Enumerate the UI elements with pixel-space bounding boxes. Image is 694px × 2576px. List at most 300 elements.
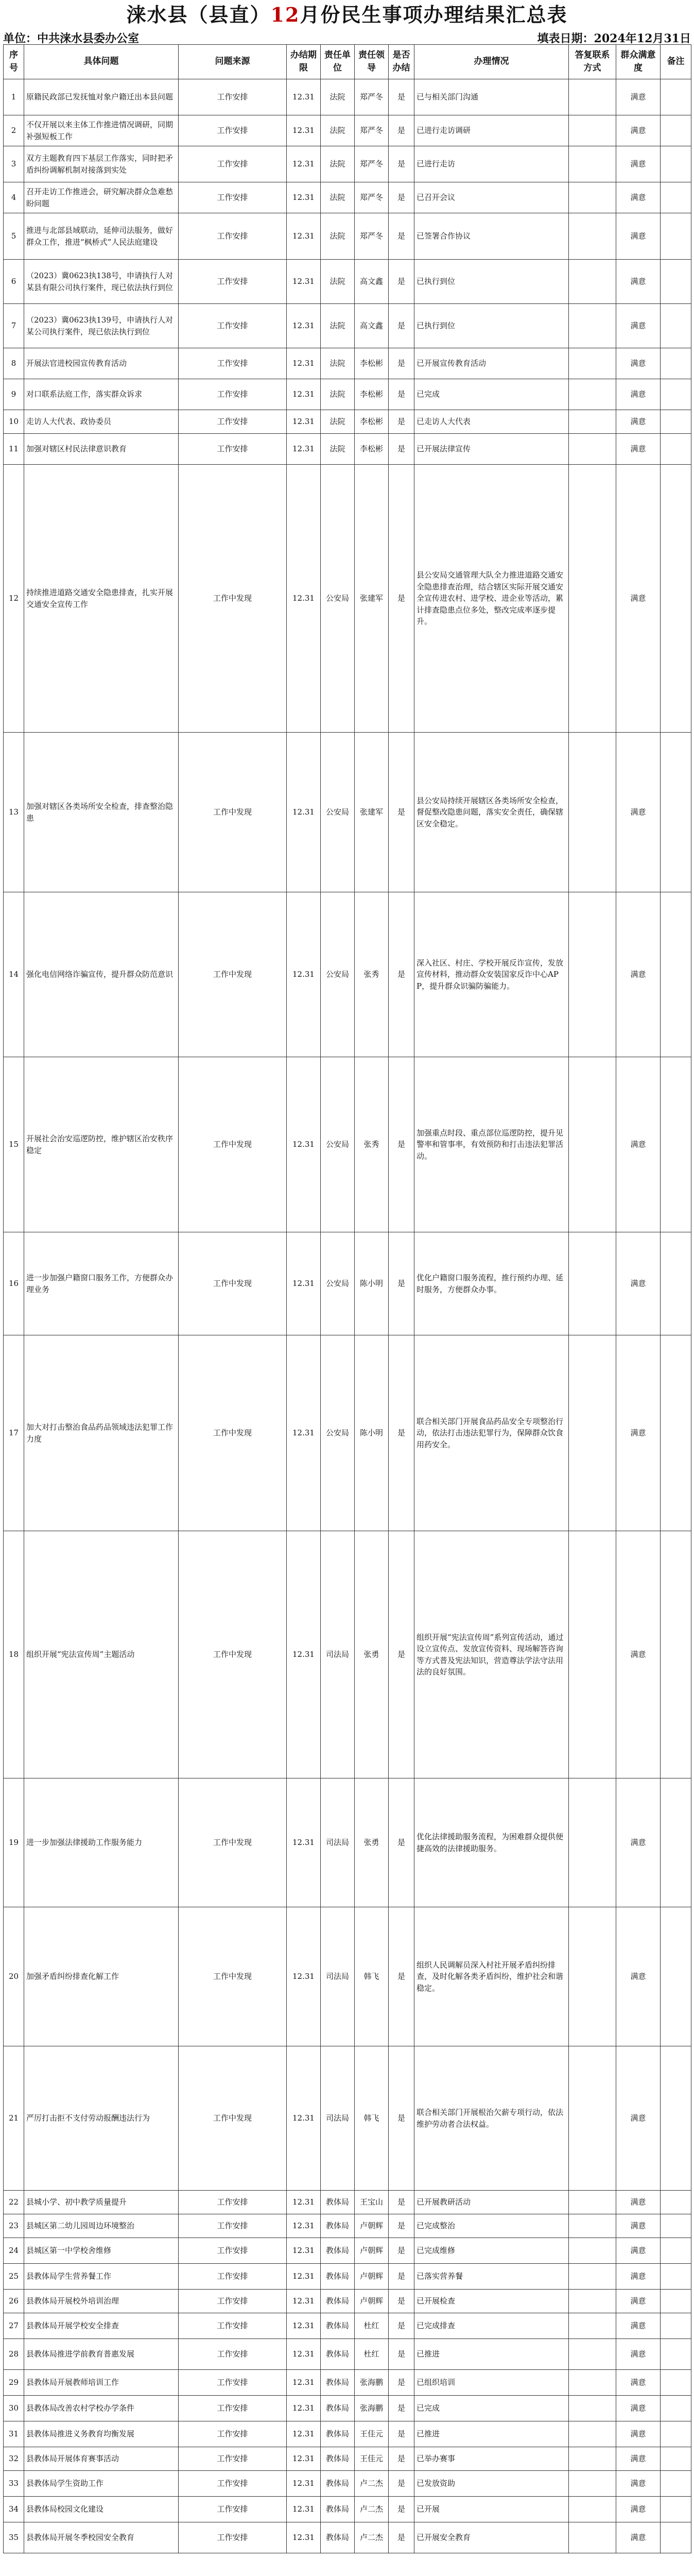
cell-issue: 组织开展“宪法宣传周”主题活动 xyxy=(24,1531,179,1778)
cell-remark xyxy=(661,260,691,304)
cell-remark xyxy=(661,146,691,182)
table-row xyxy=(4,2313,691,2339)
cell-contact xyxy=(569,379,616,410)
cell-result: 已完成维修 xyxy=(414,2238,569,2264)
cell-source: 工作安排 xyxy=(179,2191,287,2214)
cell-source: 工作安排 xyxy=(179,434,287,465)
cell-dept: 教体局 xyxy=(321,2421,355,2447)
fill-date: 填表日期：2024年12月31日 xyxy=(537,32,691,45)
unit-label: 单位：中共涞水县委办公室 xyxy=(3,32,140,45)
table-row xyxy=(4,410,691,434)
cell-source: 工作安排 xyxy=(179,2214,287,2238)
cell-result: 已完成 xyxy=(414,379,569,410)
cell-leader: 杜红 xyxy=(355,2313,389,2339)
cell-satisfaction: 满意 xyxy=(616,1232,661,1335)
cell-no: 3 xyxy=(4,146,24,182)
cell-satisfaction: 满意 xyxy=(616,304,661,348)
cell-done: 是 xyxy=(389,2046,414,2191)
cell-deadline: 12.31 xyxy=(287,2290,321,2313)
cell-done: 是 xyxy=(389,115,414,146)
cell-no: 34 xyxy=(4,2497,24,2522)
title-suffix: 月份民生事项办理结果汇总表 xyxy=(300,3,568,26)
cell-deadline: 12.31 xyxy=(287,2522,321,2553)
cell-remark xyxy=(661,348,691,379)
cell-leader: 陈小明 xyxy=(355,1335,389,1531)
cell-satisfaction: 满意 xyxy=(616,733,661,892)
cell-deadline: 12.31 xyxy=(287,2214,321,2238)
cell-dept: 教体局 xyxy=(321,2214,355,2238)
header-leader: 责任领导 xyxy=(355,45,389,79)
cell-done: 是 xyxy=(389,1531,414,1778)
cell-contact xyxy=(569,2290,616,2313)
cell-no: 32 xyxy=(4,2447,24,2471)
cell-result: 已执行到位 xyxy=(414,304,569,348)
cell-satisfaction: 满意 xyxy=(616,146,661,182)
cell-contact xyxy=(569,2522,616,2553)
table-row xyxy=(4,2447,691,2471)
cell-contact xyxy=(569,2191,616,2214)
cell-done: 是 xyxy=(389,434,414,465)
cell-satisfaction: 满意 xyxy=(616,892,661,1057)
cell-contact xyxy=(569,434,616,465)
cell-no: 16 xyxy=(4,1232,24,1335)
cell-result: 已执行到位 xyxy=(414,260,569,304)
cell-leader: 卢朝辉 xyxy=(355,2214,389,2238)
cell-source: 工作安排 xyxy=(179,2421,287,2447)
header-remark: 备注 xyxy=(661,45,691,79)
cell-leader: 张建军 xyxy=(355,733,389,892)
cell-leader: 韩飞 xyxy=(355,1907,389,2046)
cell-contact xyxy=(569,213,616,260)
cell-issue: 县教体局校园文化建设 xyxy=(24,2497,179,2522)
cell-result: 已进行走访调研 xyxy=(414,115,569,146)
cell-deadline: 12.31 xyxy=(287,410,321,434)
cell-issue: 县教体局开展体育赛事活动 xyxy=(24,2447,179,2471)
cell-issue: 进一步加强户籍窗口服务工作，方便群众办理业务 xyxy=(24,1232,179,1335)
cell-issue: 县教体局学生营养餐工作 xyxy=(24,2264,179,2290)
cell-source: 工作安排 xyxy=(179,79,287,115)
cell-leader: 高文鑫 xyxy=(355,304,389,348)
cell-contact xyxy=(569,260,616,304)
cell-contact xyxy=(569,733,616,892)
cell-issue: 加强对辖区各类场所安全检查，排查整治隐患 xyxy=(24,733,179,892)
cell-source: 工作安排 xyxy=(179,182,287,213)
cell-remark xyxy=(661,2046,691,2191)
cell-result: 已进行走访 xyxy=(414,146,569,182)
table-header-row xyxy=(4,45,691,79)
cell-source: 工作安排 xyxy=(179,2264,287,2290)
cell-issue: 加强对辖区村民法律意识教育 xyxy=(24,434,179,465)
cell-deadline: 12.31 xyxy=(287,2313,321,2339)
cell-issue: 推进与北部县域联动，延伸司法服务，做好群众工作，推进“枫桥式”人民法庭建设 xyxy=(24,213,179,260)
cell-no: 21 xyxy=(4,2046,24,2191)
cell-result: 联合相关部门开展食品药品安全专项整治行动，依法打击违法犯罪行为，保障群众饮食用药安全。 xyxy=(414,1335,569,1531)
cell-satisfaction: 满意 xyxy=(616,213,661,260)
cell-deadline: 12.31 xyxy=(287,2396,321,2421)
cell-satisfaction: 满意 xyxy=(616,465,661,733)
cell-no: 4 xyxy=(4,182,24,213)
cell-satisfaction: 满意 xyxy=(616,2497,661,2522)
cell-done: 是 xyxy=(389,465,414,733)
cell-leader: 陈小明 xyxy=(355,1232,389,1335)
cell-source: 工作安排 xyxy=(179,146,287,182)
cell-satisfaction: 满意 xyxy=(616,379,661,410)
cell-done: 是 xyxy=(389,1232,414,1335)
cell-dept: 教体局 xyxy=(321,2339,355,2370)
cell-done: 是 xyxy=(389,2447,414,2471)
cell-contact xyxy=(569,2313,616,2339)
meta-row xyxy=(3,30,691,43)
cell-satisfaction: 满意 xyxy=(616,2471,661,2497)
cell-remark xyxy=(661,2214,691,2238)
cell-satisfaction: 满意 xyxy=(616,2339,661,2370)
cell-source: 工作安排 xyxy=(179,379,287,410)
table-row xyxy=(4,892,691,1057)
cell-remark xyxy=(661,1531,691,1778)
cell-issue: （2023）冀0623执138号，申请执行人对某县有限公司执行案件，现已依法执行到位 xyxy=(24,260,179,304)
cell-dept: 公安局 xyxy=(321,1232,355,1335)
cell-satisfaction: 满意 xyxy=(616,2313,661,2339)
cell-source: 工作中发现 xyxy=(179,733,287,892)
cell-satisfaction: 满意 xyxy=(616,2522,661,2553)
cell-leader: 卢二杰 xyxy=(355,2471,389,2497)
cell-result: 已组织培训 xyxy=(414,2370,569,2396)
cell-source: 工作安排 xyxy=(179,2238,287,2264)
cell-dept: 教体局 xyxy=(321,2313,355,2339)
cell-result: 已开展宣传教育活动 xyxy=(414,348,569,379)
cell-satisfaction: 满意 xyxy=(616,2238,661,2264)
cell-dept: 司法局 xyxy=(321,1778,355,1907)
cell-source: 工作安排 xyxy=(179,2339,287,2370)
cell-issue: 县城区第二幼儿园周边环境整治 xyxy=(24,2214,179,2238)
cell-result: 深入社区、村庄、学校开展反诈宣传，发放宣传材料，推动群众安装国家反诈中心APP，提升群众识骗防骗能力。 xyxy=(414,892,569,1057)
cell-leader: 李松彬 xyxy=(355,410,389,434)
table-row xyxy=(4,2421,691,2447)
cell-deadline: 12.31 xyxy=(287,1232,321,1335)
cell-issue: 召开走访工作推进会，研究解决群众急难愁盼问题 xyxy=(24,182,179,213)
cell-deadline: 12.31 xyxy=(287,182,321,213)
cell-remark xyxy=(661,2522,691,2553)
cell-satisfaction: 满意 xyxy=(616,2370,661,2396)
table-row xyxy=(4,465,691,733)
cell-leader: 卢二杰 xyxy=(355,2522,389,2553)
cell-deadline: 12.31 xyxy=(287,2370,321,2396)
cell-remark xyxy=(661,1335,691,1531)
cell-deadline: 12.31 xyxy=(287,304,321,348)
table-row xyxy=(4,2339,691,2370)
cell-leader: 张建军 xyxy=(355,465,389,733)
cell-deadline: 12.31 xyxy=(287,2046,321,2191)
table-row xyxy=(4,2046,691,2191)
cell-issue: 开展法官进校园宣传教育活动 xyxy=(24,348,179,379)
cell-source: 工作安排 xyxy=(179,2471,287,2497)
cell-dept: 公安局 xyxy=(321,1335,355,1531)
cell-dept: 法院 xyxy=(321,115,355,146)
cell-issue: 对口联系法庭工作，落实群众诉求 xyxy=(24,379,179,410)
cell-contact xyxy=(569,465,616,733)
cell-done: 是 xyxy=(389,182,414,213)
table-row xyxy=(4,213,691,260)
cell-source: 工作中发现 xyxy=(179,1057,287,1232)
table-row xyxy=(4,1057,691,1232)
cell-leader: 李松彬 xyxy=(355,434,389,465)
cell-no: 20 xyxy=(4,1907,24,2046)
cell-remark xyxy=(661,304,691,348)
cell-no: 30 xyxy=(4,2396,24,2421)
table-row xyxy=(4,2370,691,2396)
cell-deadline: 12.31 xyxy=(287,1907,321,2046)
cell-dept: 教体局 xyxy=(321,2471,355,2497)
cell-source: 工作安排 xyxy=(179,2447,287,2471)
cell-result: 已开展法律宣传 xyxy=(414,434,569,465)
cell-deadline: 12.31 xyxy=(287,260,321,304)
cell-leader: 张秀 xyxy=(355,1057,389,1232)
title-prefix: 涞水县（县直） xyxy=(126,3,271,26)
cell-contact xyxy=(569,1057,616,1232)
cell-leader: 卢朝辉 xyxy=(355,2238,389,2264)
table-row xyxy=(4,1778,691,1907)
cell-satisfaction: 满意 xyxy=(616,2447,661,2471)
cell-leader: 李松彬 xyxy=(355,348,389,379)
cell-no: 8 xyxy=(4,348,24,379)
cell-issue: 县教体局开展校外培训治理 xyxy=(24,2290,179,2313)
cell-remark xyxy=(661,465,691,733)
title-month: 12 xyxy=(270,3,300,26)
cell-issue: 加强矛盾纠纷排查化解工作 xyxy=(24,1907,179,2046)
cell-issue: 县教体局开展学校安全排查 xyxy=(24,2313,179,2339)
cell-deadline: 12.31 xyxy=(287,1057,321,1232)
table-row xyxy=(4,2264,691,2290)
cell-issue: 严厉打击拒不支付劳动报酬违法行为 xyxy=(24,2046,179,2191)
cell-result: 已签署合作协议 xyxy=(414,213,569,260)
cell-done: 是 xyxy=(389,1335,414,1531)
header-source: 问题来源 xyxy=(179,45,287,79)
table-row xyxy=(4,304,691,348)
header-issue: 具体问题 xyxy=(24,45,179,79)
cell-no: 33 xyxy=(4,2471,24,2497)
table-row xyxy=(4,182,691,213)
cell-done: 是 xyxy=(389,2238,414,2264)
cell-source: 工作安排 xyxy=(179,2522,287,2553)
cell-done: 是 xyxy=(389,2339,414,2370)
cell-contact xyxy=(569,2339,616,2370)
cell-dept: 法院 xyxy=(321,348,355,379)
cell-satisfaction: 满意 xyxy=(616,260,661,304)
cell-no: 10 xyxy=(4,410,24,434)
cell-remark xyxy=(661,2339,691,2370)
cell-issue: 县教体局开展冬季校园安全教育 xyxy=(24,2522,179,2553)
cell-no: 7 xyxy=(4,304,24,348)
cell-leader: 张勇 xyxy=(355,1531,389,1778)
table-row xyxy=(4,379,691,410)
cell-result: 已开展安全教育 xyxy=(414,2522,569,2553)
cell-source: 工作安排 xyxy=(179,410,287,434)
cell-result: 已举办赛事 xyxy=(414,2447,569,2471)
cell-remark xyxy=(661,182,691,213)
cell-remark xyxy=(661,2290,691,2313)
cell-done: 是 xyxy=(389,379,414,410)
cell-no: 35 xyxy=(4,2522,24,2553)
cell-leader: 高文鑫 xyxy=(355,260,389,304)
cell-deadline: 12.31 xyxy=(287,2421,321,2447)
header-contact: 答复联系方式 xyxy=(569,45,616,79)
cell-result: 县公安局交通管理大队全力推进道路交通安全隐患排查治理，结合辖区实际开展交通安全宣传进农村、进学校、进企业等活动，累计排查隐患点位多处，整改完成率逐步提升。 xyxy=(414,465,569,733)
cell-remark xyxy=(661,2264,691,2290)
cell-issue: 县教体局推进义务教育均衡发展 xyxy=(24,2421,179,2447)
cell-done: 是 xyxy=(389,2214,414,2238)
cell-satisfaction: 满意 xyxy=(616,2290,661,2313)
cell-remark xyxy=(661,115,691,146)
cell-dept: 法院 xyxy=(321,434,355,465)
table-row xyxy=(4,260,691,304)
cell-satisfaction: 满意 xyxy=(616,79,661,115)
cell-dept: 法院 xyxy=(321,304,355,348)
table-row xyxy=(4,79,691,115)
cell-contact xyxy=(569,1531,616,1778)
cell-contact xyxy=(569,2264,616,2290)
cell-no: 25 xyxy=(4,2264,24,2290)
table-row xyxy=(4,2396,691,2421)
cell-done: 是 xyxy=(389,2522,414,2553)
table-row xyxy=(4,434,691,465)
cell-deadline: 12.31 xyxy=(287,2447,321,2471)
cell-issue: 县城小学、初中教学质量提升 xyxy=(24,2191,179,2214)
cell-deadline: 12.31 xyxy=(287,2497,321,2522)
cell-source: 工作安排 xyxy=(179,348,287,379)
cell-leader: 张秀 xyxy=(355,892,389,1057)
cell-deadline: 12.31 xyxy=(287,1778,321,1907)
cell-no: 12 xyxy=(4,465,24,733)
cell-dept: 司法局 xyxy=(321,2046,355,2191)
cell-remark xyxy=(661,379,691,410)
cell-no: 13 xyxy=(4,733,24,892)
cell-satisfaction: 满意 xyxy=(616,1057,661,1232)
cell-issue: 强化电信网络诈骗宣传，提升群众防范意识 xyxy=(24,892,179,1057)
cell-source: 工作中发现 xyxy=(179,1335,287,1531)
cell-result: 已开展 xyxy=(414,2497,569,2522)
cell-satisfaction: 满意 xyxy=(616,2191,661,2214)
cell-contact xyxy=(569,1907,616,2046)
cell-contact xyxy=(569,1232,616,1335)
cell-deadline: 12.31 xyxy=(287,213,321,260)
cell-issue: 走访人大代表、政协委员 xyxy=(24,410,179,434)
cell-dept: 法院 xyxy=(321,410,355,434)
cell-satisfaction: 满意 xyxy=(616,115,661,146)
cell-remark xyxy=(661,2396,691,2421)
cell-source: 工作安排 xyxy=(179,260,287,304)
cell-contact xyxy=(569,304,616,348)
cell-contact xyxy=(569,1335,616,1531)
cell-result: 已发放资助 xyxy=(414,2471,569,2497)
cell-remark xyxy=(661,1778,691,1907)
cell-result: 优化户籍窗口服务流程，推行预约办理、延时服务，方便群众办事。 xyxy=(414,1232,569,1335)
cell-leader: 王佳元 xyxy=(355,2421,389,2447)
cell-done: 是 xyxy=(389,2370,414,2396)
header-deadline: 办结期限 xyxy=(287,45,321,79)
cell-done: 是 xyxy=(389,146,414,182)
cell-contact xyxy=(569,2046,616,2191)
cell-dept: 公安局 xyxy=(321,1057,355,1232)
cell-contact xyxy=(569,2497,616,2522)
cell-satisfaction: 满意 xyxy=(616,2421,661,2447)
cell-result: 联合相关部门开展根治欠薪专项行动，依法维护劳动者合法权益。 xyxy=(414,2046,569,2191)
cell-done: 是 xyxy=(389,213,414,260)
cell-leader: 李松彬 xyxy=(355,379,389,410)
table-row xyxy=(4,2471,691,2497)
cell-leader: 王宝山 xyxy=(355,2191,389,2214)
cell-dept: 司法局 xyxy=(321,1531,355,1778)
cell-deadline: 12.31 xyxy=(287,2191,321,2214)
cell-no: 9 xyxy=(4,379,24,410)
table-row xyxy=(4,2522,691,2553)
cell-result: 已开展检查 xyxy=(414,2290,569,2313)
cell-source: 工作中发现 xyxy=(179,1907,287,2046)
cell-source: 工作安排 xyxy=(179,2313,287,2339)
cell-result: 组织人民调解员深入村社开展矛盾纠纷排查，及时化解各类矛盾纠纷，维护社会和谐稳定。 xyxy=(414,1907,569,2046)
cell-done: 是 xyxy=(389,260,414,304)
cell-dept: 法院 xyxy=(321,379,355,410)
cell-no: 19 xyxy=(4,1778,24,1907)
cell-satisfaction: 满意 xyxy=(616,2214,661,2238)
cell-source: 工作安排 xyxy=(179,2497,287,2522)
table-row xyxy=(4,1531,691,1778)
cell-dept: 法院 xyxy=(321,182,355,213)
cell-result: 已完成 xyxy=(414,2396,569,2421)
cell-contact xyxy=(569,1778,616,1907)
cell-deadline: 12.31 xyxy=(287,2238,321,2264)
cell-dept: 公安局 xyxy=(321,465,355,733)
cell-done: 是 xyxy=(389,79,414,115)
cell-done: 是 xyxy=(389,2396,414,2421)
cell-no: 1 xyxy=(4,79,24,115)
cell-no: 5 xyxy=(4,213,24,260)
table-row xyxy=(4,348,691,379)
table-row xyxy=(4,2238,691,2264)
cell-result: 优化法律援助服务流程，为困难群众提供便捷高效的法律援助服务。 xyxy=(414,1778,569,1907)
cell-remark xyxy=(661,2191,691,2214)
cell-result: 已与相关部门沟通 xyxy=(414,79,569,115)
cell-no: 14 xyxy=(4,892,24,1057)
cell-dept: 教体局 xyxy=(321,2447,355,2471)
cell-source: 工作安排 xyxy=(179,2396,287,2421)
cell-issue: 持续推进道路交通安全隐患排查，扎实开展交通安全宣传工作 xyxy=(24,465,179,733)
cell-issue: 加大对打击整治食品药品领域违法犯罪工作力度 xyxy=(24,1335,179,1531)
cell-source: 工作安排 xyxy=(179,304,287,348)
summary-table xyxy=(3,44,691,2553)
cell-issue: 县教体局开展教师培训工作 xyxy=(24,2370,179,2396)
cell-contact xyxy=(569,2447,616,2471)
cell-remark xyxy=(661,434,691,465)
cell-leader: 张勇 xyxy=(355,1778,389,1907)
table-row xyxy=(4,1232,691,1335)
cell-leader: 郑严冬 xyxy=(355,213,389,260)
cell-leader: 郑严冬 xyxy=(355,146,389,182)
cell-source: 工作安排 xyxy=(179,213,287,260)
cell-done: 是 xyxy=(389,1907,414,2046)
cell-done: 是 xyxy=(389,2191,414,2214)
cell-result: 已完成排查 xyxy=(414,2313,569,2339)
cell-remark xyxy=(661,2370,691,2396)
cell-done: 是 xyxy=(389,1778,414,1907)
cell-contact xyxy=(569,115,616,146)
cell-no: 23 xyxy=(4,2214,24,2238)
cell-satisfaction: 满意 xyxy=(616,410,661,434)
cell-no: 15 xyxy=(4,1057,24,1232)
cell-no: 28 xyxy=(4,2339,24,2370)
cell-done: 是 xyxy=(389,2264,414,2290)
cell-leader: 卢朝辉 xyxy=(355,2264,389,2290)
cell-done: 是 xyxy=(389,2290,414,2313)
